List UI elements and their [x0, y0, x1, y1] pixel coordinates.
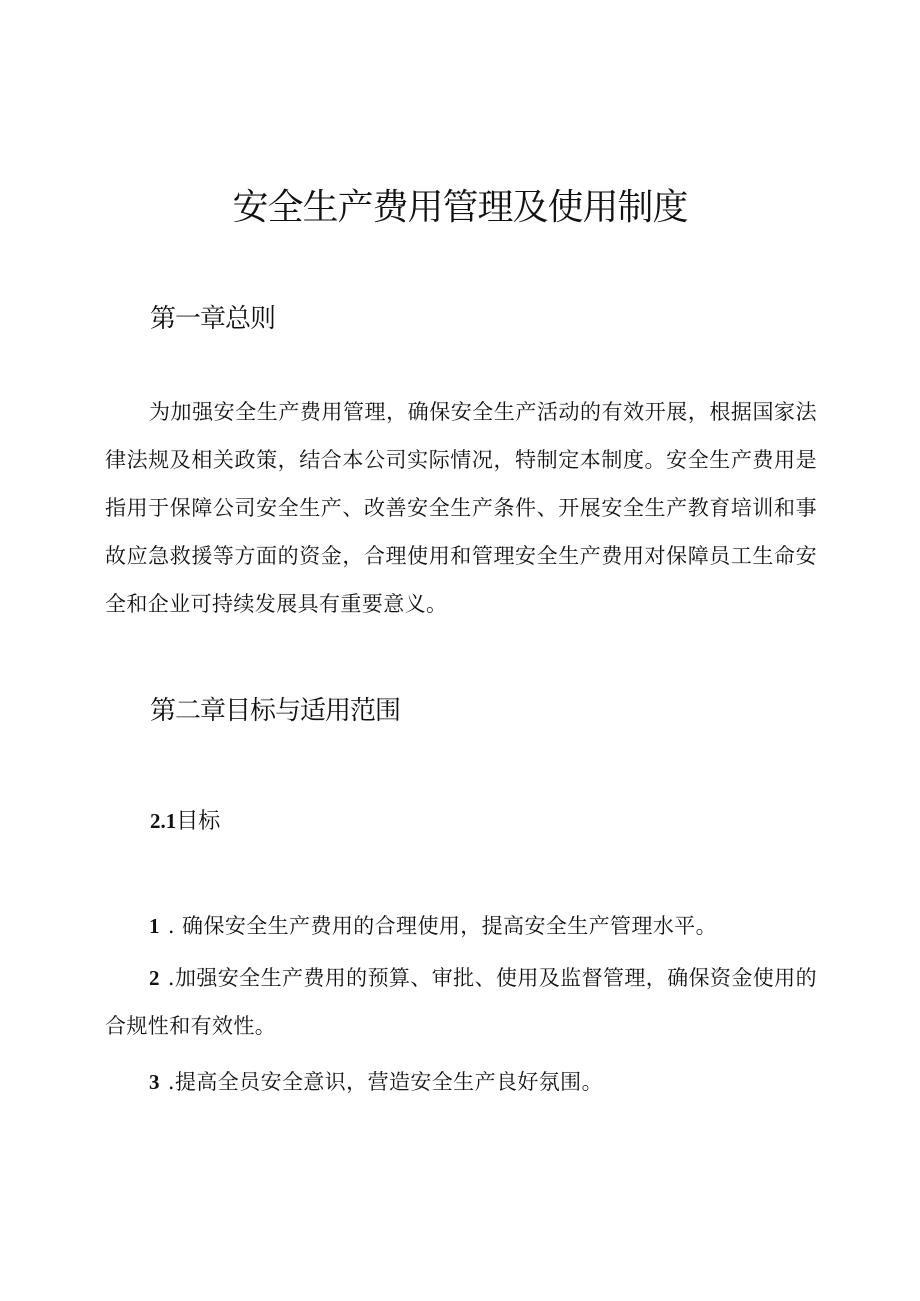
- section-2-1-heading: [150, 803, 220, 840]
- goal-text: .提高全员安全意识，营造安全生产良好氛围。: [167, 1070, 603, 1094]
- goal-number: 3: [149, 1070, 160, 1094]
- goal-item: [105, 1058, 817, 1106]
- chapter-2-heading: 第二章目标与适用范围: [150, 696, 401, 726]
- goal-text: .加强安全生产费用的预算、审批、使用及监督管理，确保资金使用的合规性和有效性。: [105, 966, 817, 1038]
- section-number: 2.1: [150, 809, 177, 833]
- goal-number: 1: [149, 914, 160, 938]
- chapter-1-heading: 第一章总则: [150, 304, 276, 334]
- document-title: 安全生产费用管理及使用制度: [232, 187, 688, 228]
- goal-text: . 确保安全生产费用的合理使用，提高安全生产管理水平。: [167, 914, 718, 938]
- section-label: 目标: [176, 809, 221, 834]
- goal-item: [105, 954, 817, 1050]
- chapter-1-paragraph: 为加强安全生产费用管理，确保安全生产活动的有效开展，根据国家法律法规及相关政策，结合本公司实际情况，特制定本制度。安全生产费用是指用于保障公司安全生产、改善安全生产条件、开展安全生产教育培训和事故应急救援等方面的资金，合理使用和管理安全生产费用对保障员工生命安全和企业可持续发展具有重要意义。: [105, 400, 817, 616]
- goal-item: [105, 902, 817, 950]
- goal-number: 2: [149, 966, 160, 990]
